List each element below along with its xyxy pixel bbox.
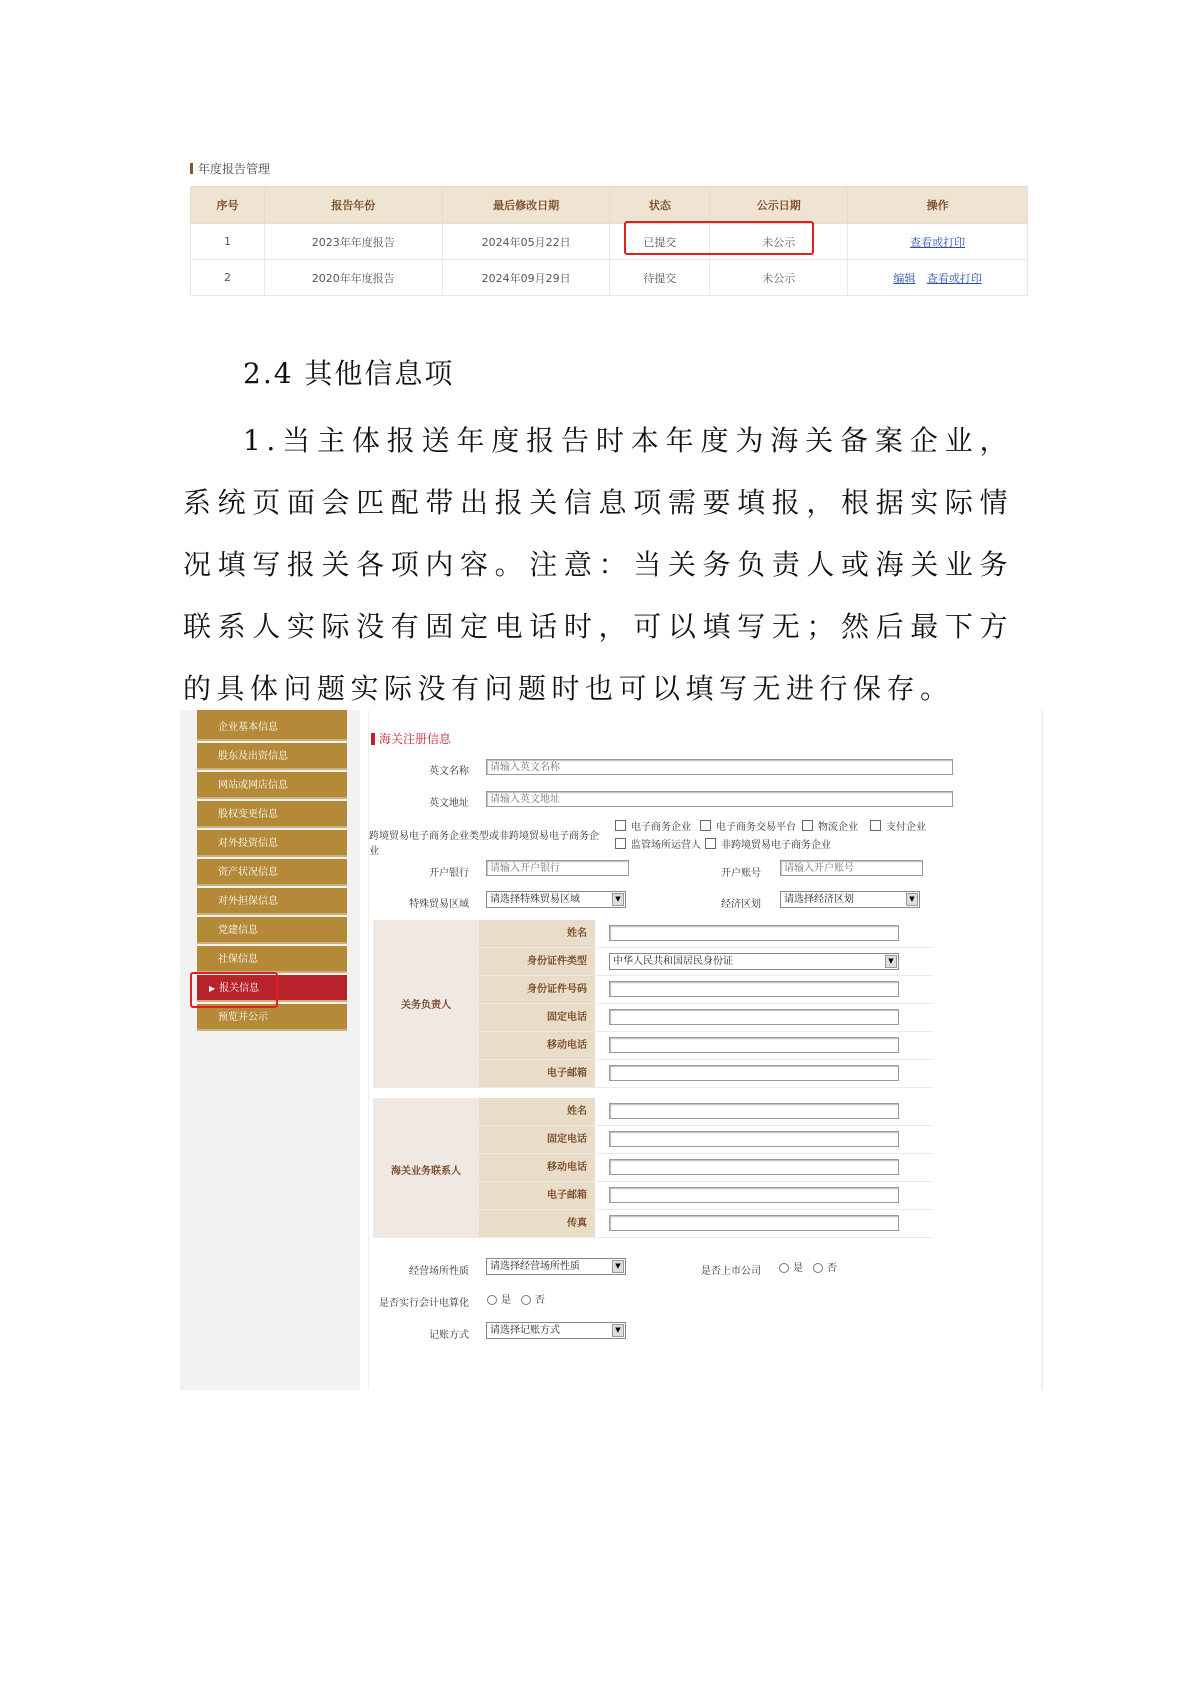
sidebar-item-preview[interactable]: 预览并公示	[197, 1004, 347, 1031]
table-row	[191, 260, 1028, 296]
table-row	[191, 224, 1028, 260]
field-label: 移动电话	[479, 1032, 595, 1059]
en-addr-label: 英文地址	[429, 798, 469, 809]
field-cell	[595, 1060, 933, 1087]
title-bar	[190, 163, 193, 174]
field-cell	[595, 1004, 933, 1031]
sidebar-item-equity-change[interactable]: 股权变更信息	[197, 801, 347, 828]
accounting-radio-group	[487, 1291, 545, 1306]
field-label: 移动电话	[479, 1154, 595, 1181]
field-label: 姓名	[479, 1098, 595, 1125]
econ-zone-select[interactable]	[780, 891, 920, 908]
accounting-label: 是否实行会计电算化	[379, 1298, 469, 1309]
sidebar-item-social-security[interactable]: 社保信息	[197, 946, 347, 973]
checkbox-logistics[interactable]	[802, 818, 858, 833]
body-paragraph: 1.当主体报送年度报告时本年度为海关备案企业，系统页面会匹配带出报关信息项需要填报，根据实际情况填写报关各项内容。注意：当关务负责人或海关业务联系人实际没有固定电话时，可以填写无；然后最下方的具体问题实际没有问题时也可以填写无进行保存。	[183, 424, 1013, 705]
form-row	[479, 1060, 933, 1088]
section-heading: 2.4 其他信息项	[243, 357, 455, 390]
title-bar	[371, 733, 375, 745]
cell-publish: 未公示	[710, 260, 848, 296]
checkbox-label: 监管场所运营人	[631, 840, 701, 851]
radio-no[interactable]	[521, 1291, 545, 1306]
field-cell	[595, 1154, 933, 1181]
form-row	[479, 1126, 933, 1154]
dropdown-arrow-icon: ▼	[612, 1260, 624, 1273]
col-header: 最后修改日期	[442, 187, 610, 224]
bookkeeping-label: 记账方式	[429, 1330, 469, 1341]
field-cell	[595, 1032, 933, 1059]
checkbox-ecom-platform[interactable]	[700, 818, 796, 833]
head-id-type-select[interactable]	[609, 953, 899, 970]
select-value: 请选择经济区划	[784, 894, 854, 905]
radio-icon	[521, 1295, 531, 1305]
form-row	[479, 920, 933, 948]
radio-no[interactable]	[813, 1259, 837, 1274]
field-label: 身份证件号码	[479, 976, 595, 1003]
radio-icon	[813, 1263, 823, 1273]
checkbox-label: 物流企业	[818, 822, 858, 833]
group-label: 海关业务联系人	[391, 1166, 461, 1177]
sidebar-item-shareholders[interactable]: 股东及出资信息	[197, 743, 347, 770]
sidebar-item-website[interactable]: 网站或网店信息	[197, 772, 347, 799]
form-row	[479, 1210, 933, 1238]
en-addr-input[interactable]	[486, 791, 953, 807]
checkbox-supervision-operator[interactable]	[615, 836, 701, 851]
form-row	[479, 1154, 933, 1182]
dropdown-arrow-icon: ▼	[612, 893, 624, 906]
ecom-type-label: 跨境贸易电子商务企业类型或非跨境贸易电子商务企业	[369, 831, 599, 857]
radio-yes[interactable]	[779, 1259, 803, 1274]
sidebar-item-guarantee[interactable]: 对外担保信息	[197, 888, 347, 915]
checkbox-non-cross-border[interactable]	[705, 836, 831, 851]
section-title-text: 年度报告管理	[198, 161, 271, 176]
field-label: 姓名	[479, 920, 595, 947]
dropdown-arrow-icon: ▼	[885, 955, 897, 968]
field-label: 固定电话	[479, 1004, 595, 1031]
col-header: 报告年份	[264, 187, 442, 224]
checkbox-icon	[705, 838, 716, 849]
col-header: 操作	[848, 187, 1028, 224]
select-value: 请选择经营场所性质	[490, 1261, 580, 1272]
checkbox-ecom-enterprise[interactable]	[615, 818, 691, 833]
field-label: 电子邮箱	[479, 1182, 595, 1209]
en-name-input[interactable]	[486, 759, 953, 775]
col-header: 状态	[610, 187, 710, 224]
site-nature-select[interactable]	[486, 1258, 626, 1275]
checkbox-icon	[615, 838, 626, 849]
highlight-box	[624, 221, 814, 255]
bank-label: 开户银行	[429, 868, 469, 879]
field-cell	[595, 1126, 933, 1153]
listed-radio-group	[779, 1259, 837, 1274]
cell-status: 待提交	[610, 260, 710, 296]
radio-yes[interactable]	[487, 1291, 511, 1306]
contact-mobile-input[interactable]	[609, 1159, 899, 1175]
account-input[interactable]	[780, 860, 923, 876]
field-cell	[595, 1098, 933, 1125]
checkbox-icon	[700, 820, 711, 831]
select-value: 中华人民共和国居民身份证	[613, 956, 733, 967]
table-header-row	[191, 187, 1028, 224]
checkbox-label: 支付企业	[886, 822, 926, 833]
head-mobile-input[interactable]	[609, 1037, 899, 1053]
cell-no: 1	[191, 224, 265, 260]
cell-year: 2023年年度报告	[264, 224, 442, 260]
cell-no: 2	[191, 260, 265, 296]
checkbox-payment[interactable]	[870, 818, 926, 833]
form-row	[479, 1182, 933, 1210]
checkbox-label: 电子商务交易平台	[716, 822, 796, 833]
head-email-input[interactable]	[609, 1065, 899, 1081]
head-phone-input[interactable]	[609, 1009, 899, 1025]
field-cell	[595, 976, 933, 1003]
checkbox-icon	[802, 820, 813, 831]
econ-zone-label: 经济区划	[721, 899, 761, 910]
radio-label: 是	[501, 1295, 511, 1306]
dropdown-arrow-icon: ▼	[612, 1324, 624, 1337]
field-cell	[595, 1210, 933, 1237]
edit-link[interactable]: 编辑	[893, 271, 916, 285]
view-print-link[interactable]: 查看或打印	[910, 235, 966, 249]
radio-icon	[779, 1263, 789, 1273]
field-cell	[595, 920, 933, 947]
sidebar-item-basic-info[interactable]: 企业基本信息	[197, 714, 347, 741]
en-name-label: 英文名称	[429, 766, 469, 777]
checkbox-icon	[615, 820, 626, 831]
checkbox-label: 非跨境贸易电子商务企业	[721, 840, 831, 851]
group-label: 关务负责人	[401, 1000, 451, 1011]
sidebar	[180, 710, 360, 1390]
customs-contact-block	[373, 1098, 933, 1238]
checkbox-label: 电子商务企业	[631, 822, 691, 833]
dropdown-arrow-icon: ▼	[906, 893, 918, 906]
section-title	[190, 158, 1028, 178]
form-row	[479, 976, 933, 1004]
cell-modified: 2024年09月29日	[442, 260, 610, 296]
radio-label: 是	[793, 1263, 803, 1274]
form-title-text: 海关注册信息	[379, 732, 452, 746]
head-id-number-input[interactable]	[609, 981, 899, 997]
customs-form	[368, 710, 1043, 1390]
listed-label: 是否上市公司	[701, 1266, 761, 1277]
field-cell	[595, 1182, 933, 1209]
annual-report-section	[190, 158, 1028, 285]
report-table	[190, 186, 1028, 296]
sidebar-item-label: 报关信息	[219, 983, 260, 994]
form-title	[371, 730, 451, 747]
col-header: 序号	[191, 187, 265, 224]
customs-info-screenshot	[180, 710, 1040, 1390]
sidebar-item-investment[interactable]: 对外投资信息	[197, 830, 347, 857]
view-print-link[interactable]: 查看或打印	[926, 271, 982, 285]
site-nature-label: 经营场所性质	[409, 1266, 469, 1277]
form-row	[479, 1004, 933, 1032]
field-label: 固定电话	[479, 1126, 595, 1153]
bookkeeping-select[interactable]	[486, 1322, 626, 1339]
contact-email-input[interactable]	[609, 1187, 899, 1203]
head-name-input[interactable]	[609, 925, 899, 941]
account-label: 开户账号	[721, 868, 761, 879]
form-row	[479, 1032, 933, 1060]
form-row	[479, 948, 933, 976]
trade-zone-select[interactable]	[486, 891, 626, 908]
customs-head-block	[373, 920, 933, 1088]
field-cell	[595, 948, 933, 975]
triangle-right-icon: ▶	[209, 984, 216, 993]
select-value: 请选择特殊贸易区域	[490, 894, 580, 905]
contact-phone-input[interactable]	[609, 1131, 899, 1147]
select-value: 请选择记账方式	[490, 1325, 560, 1336]
checkbox-icon	[870, 820, 881, 831]
contact-fax-input[interactable]	[609, 1215, 899, 1231]
highlight-box	[190, 972, 278, 1008]
cell-modified: 2024年05月22日	[442, 224, 610, 260]
field-label: 电子邮箱	[479, 1060, 595, 1087]
bank-input[interactable]	[486, 860, 629, 876]
sidebar-item-party[interactable]: 党建信息	[197, 917, 347, 944]
radio-icon	[487, 1295, 497, 1305]
field-label: 传真	[479, 1210, 595, 1237]
cell-year: 2020年年度报告	[264, 260, 442, 296]
sidebar-item-assets[interactable]: 资产状况信息	[197, 859, 347, 886]
col-header: 公示日期	[710, 187, 848, 224]
cell-publish: 未公示	[710, 224, 848, 260]
cell-actions	[848, 260, 1028, 296]
trade-zone-label: 特殊贸易区域	[409, 899, 469, 910]
radio-label: 否	[535, 1295, 545, 1306]
contact-name-input[interactable]	[609, 1103, 899, 1119]
radio-label: 否	[827, 1263, 837, 1274]
cell-status: 已提交	[610, 224, 710, 260]
form-row	[479, 1098, 933, 1126]
field-label: 身份证件类型	[479, 948, 595, 975]
cell-actions	[848, 224, 1028, 260]
